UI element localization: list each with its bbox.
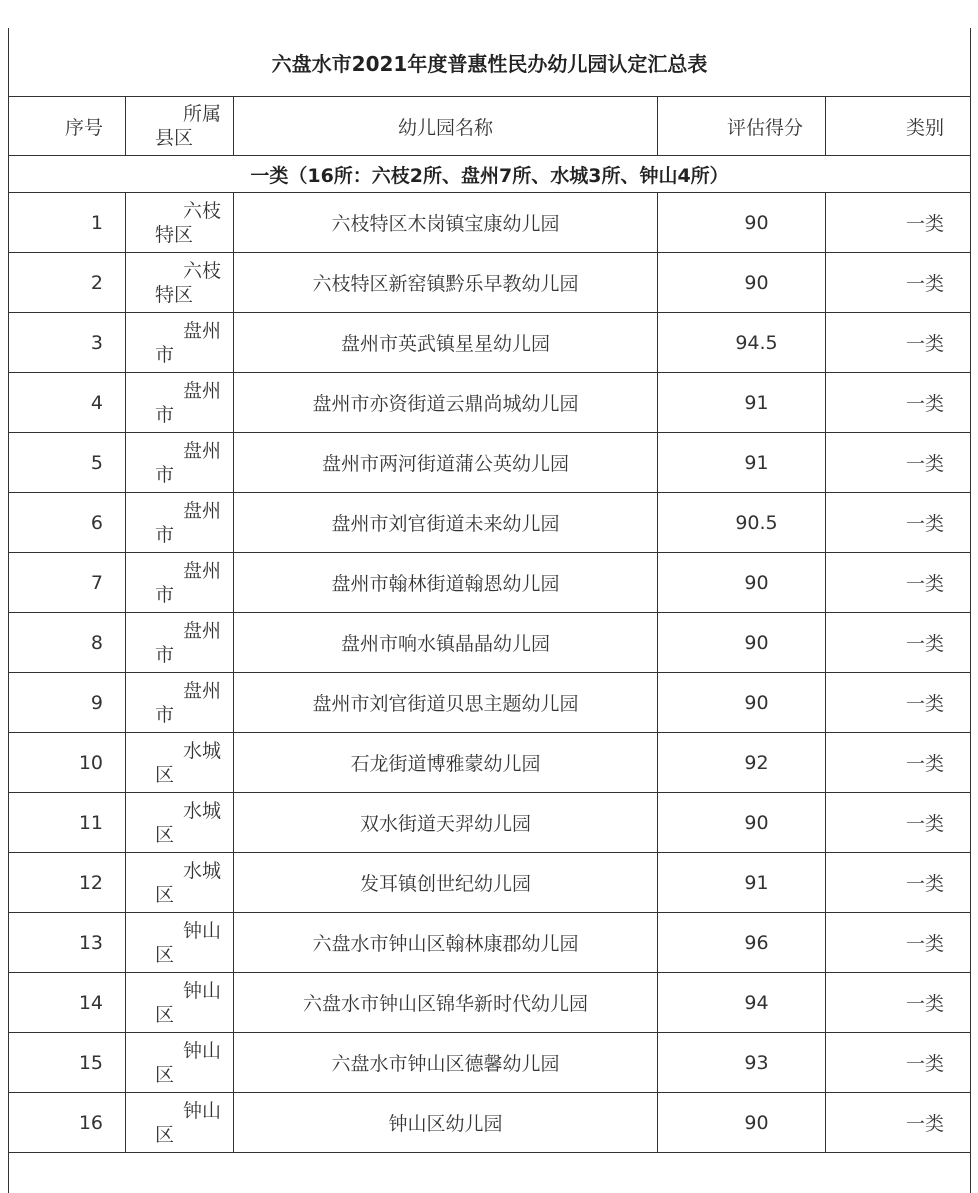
cell-score: 92 bbox=[658, 733, 826, 793]
cell-no: 12 bbox=[9, 853, 126, 913]
table-title: 六盘水市2021年度普惠性民办幼儿园认定汇总表 bbox=[9, 28, 971, 97]
cell-no: 9 bbox=[9, 673, 126, 733]
table-row bbox=[9, 913, 971, 973]
cell-no: 10 bbox=[9, 733, 126, 793]
cell-no: 7 bbox=[9, 553, 126, 613]
cell-category: 一类 bbox=[826, 493, 971, 553]
cell-name: 盘州市响水镇晶晶幼儿园 bbox=[234, 613, 658, 673]
table-row bbox=[9, 193, 971, 253]
cell-no: 5 bbox=[9, 433, 126, 493]
cell-county: 盘州市 bbox=[126, 553, 234, 613]
cell-name: 六盘水市钟山区德馨幼儿园 bbox=[234, 1033, 658, 1093]
cell-name: 盘州市亦资街道云鼎尚城幼儿园 bbox=[234, 373, 658, 433]
cell-score: 90 bbox=[658, 553, 826, 613]
section-row bbox=[9, 156, 971, 193]
cell-score: 91 bbox=[658, 373, 826, 433]
summary-table bbox=[8, 28, 971, 1193]
cell-no: 13 bbox=[9, 913, 126, 973]
table-row bbox=[9, 613, 971, 673]
header-score: 评估得分 bbox=[658, 97, 826, 156]
cell-score: 94.5 bbox=[658, 313, 826, 373]
table-row bbox=[9, 553, 971, 613]
header-row bbox=[9, 97, 971, 156]
cell-no: 11 bbox=[9, 793, 126, 853]
cell-category: 一类 bbox=[826, 313, 971, 373]
cell-score: 90.5 bbox=[658, 493, 826, 553]
section-label: 一类（16所：六枝2所、盘州7所、水城3所、钟山4所） bbox=[9, 156, 971, 193]
cell-category: 一类 bbox=[826, 193, 971, 253]
cell-name: 钟山区幼儿园 bbox=[234, 1093, 658, 1153]
cell-category: 一类 bbox=[826, 613, 971, 673]
cell-name: 石龙街道博雅蒙幼儿园 bbox=[234, 733, 658, 793]
cell-county: 钟山区 bbox=[126, 913, 234, 973]
cell-category: 一类 bbox=[826, 1093, 971, 1153]
cell-score: 94 bbox=[658, 973, 826, 1033]
cell-score: 91 bbox=[658, 433, 826, 493]
cell-county: 盘州市 bbox=[126, 373, 234, 433]
cell-category: 一类 bbox=[826, 853, 971, 913]
cell-name: 盘州市翰林街道翰恩幼儿园 bbox=[234, 553, 658, 613]
cell-county: 盘州市 bbox=[126, 613, 234, 673]
cell-county: 六枝特区 bbox=[126, 253, 234, 313]
cell-name: 双水街道天羿幼儿园 bbox=[234, 793, 658, 853]
table-row bbox=[9, 973, 971, 1033]
header-category: 类别 bbox=[826, 97, 971, 156]
cell-category: 一类 bbox=[826, 433, 971, 493]
cell-county: 盘州市 bbox=[126, 673, 234, 733]
header-name: 幼儿园名称 bbox=[234, 97, 658, 156]
cell-name: 发耳镇创世纪幼儿园 bbox=[234, 853, 658, 913]
cell-name: 六盘水市钟山区锦华新时代幼儿园 bbox=[234, 973, 658, 1033]
cell-no: 8 bbox=[9, 613, 126, 673]
cell-no: 1 bbox=[9, 193, 126, 253]
table-row bbox=[9, 853, 971, 913]
cell-category: 一类 bbox=[826, 553, 971, 613]
cell-category: 一类 bbox=[826, 673, 971, 733]
cell-county: 水城区 bbox=[126, 733, 234, 793]
table-row bbox=[9, 1033, 971, 1093]
cell-score: 90 bbox=[658, 193, 826, 253]
cell-category: 一类 bbox=[826, 913, 971, 973]
cell-county: 六枝特区 bbox=[126, 193, 234, 253]
cell-name: 六盘水市钟山区翰林康郡幼儿园 bbox=[234, 913, 658, 973]
cell-county: 盘州市 bbox=[126, 313, 234, 373]
table-row bbox=[9, 313, 971, 373]
table-row bbox=[9, 673, 971, 733]
cell-county: 钟山区 bbox=[126, 1033, 234, 1093]
cell-county: 钟山区 bbox=[126, 973, 234, 1033]
cell-no: 3 bbox=[9, 313, 126, 373]
header-no: 序号 bbox=[9, 97, 126, 156]
cell-county: 水城区 bbox=[126, 853, 234, 913]
table-row bbox=[9, 793, 971, 853]
table-row bbox=[9, 373, 971, 433]
table-row bbox=[9, 1093, 971, 1153]
cell-score: 93 bbox=[658, 1033, 826, 1093]
cell-name: 六枝特区木岗镇宝康幼儿园 bbox=[234, 193, 658, 253]
cell-no: 2 bbox=[9, 253, 126, 313]
cell-score: 96 bbox=[658, 913, 826, 973]
cell-no: 14 bbox=[9, 973, 126, 1033]
table-row-partial bbox=[9, 1153, 971, 1193]
table-row bbox=[9, 733, 971, 793]
table-row bbox=[9, 253, 971, 313]
cell-score: 90 bbox=[658, 673, 826, 733]
cell-score: 90 bbox=[658, 253, 826, 313]
table-row bbox=[9, 433, 971, 493]
cell-county: 钟山区 bbox=[126, 1093, 234, 1153]
cell-category: 一类 bbox=[826, 793, 971, 853]
title-row bbox=[9, 28, 971, 97]
cell-no: 6 bbox=[9, 493, 126, 553]
cell-name: 盘州市刘官街道未来幼儿园 bbox=[234, 493, 658, 553]
cell-county: 盘州市 bbox=[126, 433, 234, 493]
cell-category: 一类 bbox=[826, 253, 971, 313]
cell-name: 盘州市英武镇星星幼儿园 bbox=[234, 313, 658, 373]
cell-no: 4 bbox=[9, 373, 126, 433]
cell-score: 90 bbox=[658, 1093, 826, 1153]
cell-name: 六枝特区新窑镇黔乐早教幼儿园 bbox=[234, 253, 658, 313]
empty-cell bbox=[9, 1153, 971, 1193]
cell-score: 91 bbox=[658, 853, 826, 913]
table-row bbox=[9, 493, 971, 553]
cell-no: 16 bbox=[9, 1093, 126, 1153]
header-county: 所属县区 bbox=[126, 97, 234, 156]
cell-score: 90 bbox=[658, 613, 826, 673]
cell-category: 一类 bbox=[826, 733, 971, 793]
cell-county: 水城区 bbox=[126, 793, 234, 853]
cell-category: 一类 bbox=[826, 1033, 971, 1093]
cell-no: 15 bbox=[9, 1033, 126, 1093]
cell-category: 一类 bbox=[826, 373, 971, 433]
cell-name: 盘州市两河街道蒲公英幼儿园 bbox=[234, 433, 658, 493]
cell-category: 一类 bbox=[826, 973, 971, 1033]
cell-name: 盘州市刘官街道贝思主题幼儿园 bbox=[234, 673, 658, 733]
cell-county: 盘州市 bbox=[126, 493, 234, 553]
cell-score: 90 bbox=[658, 793, 826, 853]
